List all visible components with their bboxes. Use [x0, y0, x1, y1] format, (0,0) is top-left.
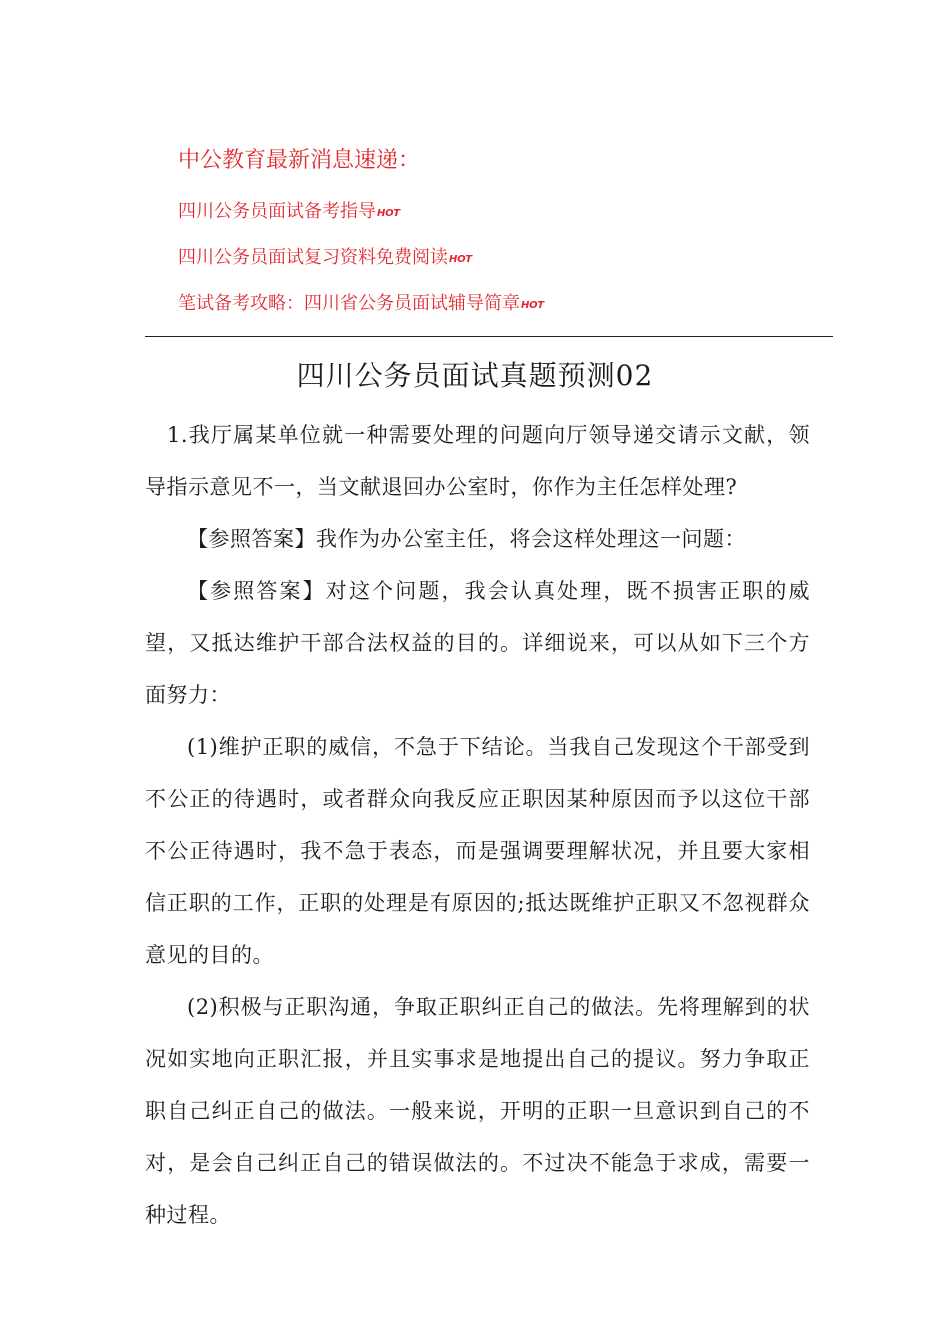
answer-paragraph: 【参照答案】对这个问题，我会认真处理，既不损害正职的威望，又抵达维护干部合法权益的目的。详细说来，可以从如下三个方面努力：	[145, 579, 810, 707]
point-2-paragraph: (2)积极与正职沟通，争取正职纠正自己的做法。先将理解到的状况如实地向正职汇报，并且实事求是地提出自己的提议。努力争取正职自己纠正自己的做法。一般来说，开明的正职一旦意识到自己的不对，是会自己纠正自己的错误做法的。不过决不能急于求成，需要一种过程。	[145, 995, 810, 1227]
news-link-review-materials[interactable]	[178, 246, 472, 272]
divider-line	[145, 336, 833, 337]
news-section	[178, 146, 420, 176]
news-heading: 中公教育最新消息速递：	[178, 148, 421, 173]
news-link-label: 四川公务员面试备考指导	[178, 201, 376, 222]
hot-badge: HOT	[521, 300, 544, 311]
hot-badge: HOT	[449, 254, 472, 265]
document-title: 四川公务员面试真题预测02	[296, 359, 654, 392]
news-link-tutoring-brochure[interactable]	[178, 292, 544, 318]
point-1-paragraph: (1)维护正职的威信，不急于下结论。当我自己发现这个干部受到不公正的待遇时，或者群众向我反应正职因某种原因而予以这位干部不公正待遇时，我不急于表态，而是强调要理解状况，并且要大家相信正职的工作，正职的处理是有原因的;抵达既维护正职又不忽视群众意见的目的。	[145, 735, 810, 967]
question-paragraph: 1.我厅属某单位就一种需要处理的问题向厅领导递交请示文献，领导指示意见不一，当文献退回办公室时，你作为主任怎样处理?	[145, 423, 810, 499]
answer-intro-paragraph: 【参照答案】我作为办公室主任，将会这样处理这一问题：	[187, 527, 746, 551]
news-link-label: 四川公务员面试复习资料免费阅读	[178, 247, 448, 268]
document-body	[145, 409, 810, 1241]
news-link-interview-guide[interactable]	[178, 200, 400, 226]
hot-badge: HOT	[377, 208, 400, 219]
news-link-label: 笔试备考攻略：四川省公务员面试辅导简章	[178, 293, 520, 314]
